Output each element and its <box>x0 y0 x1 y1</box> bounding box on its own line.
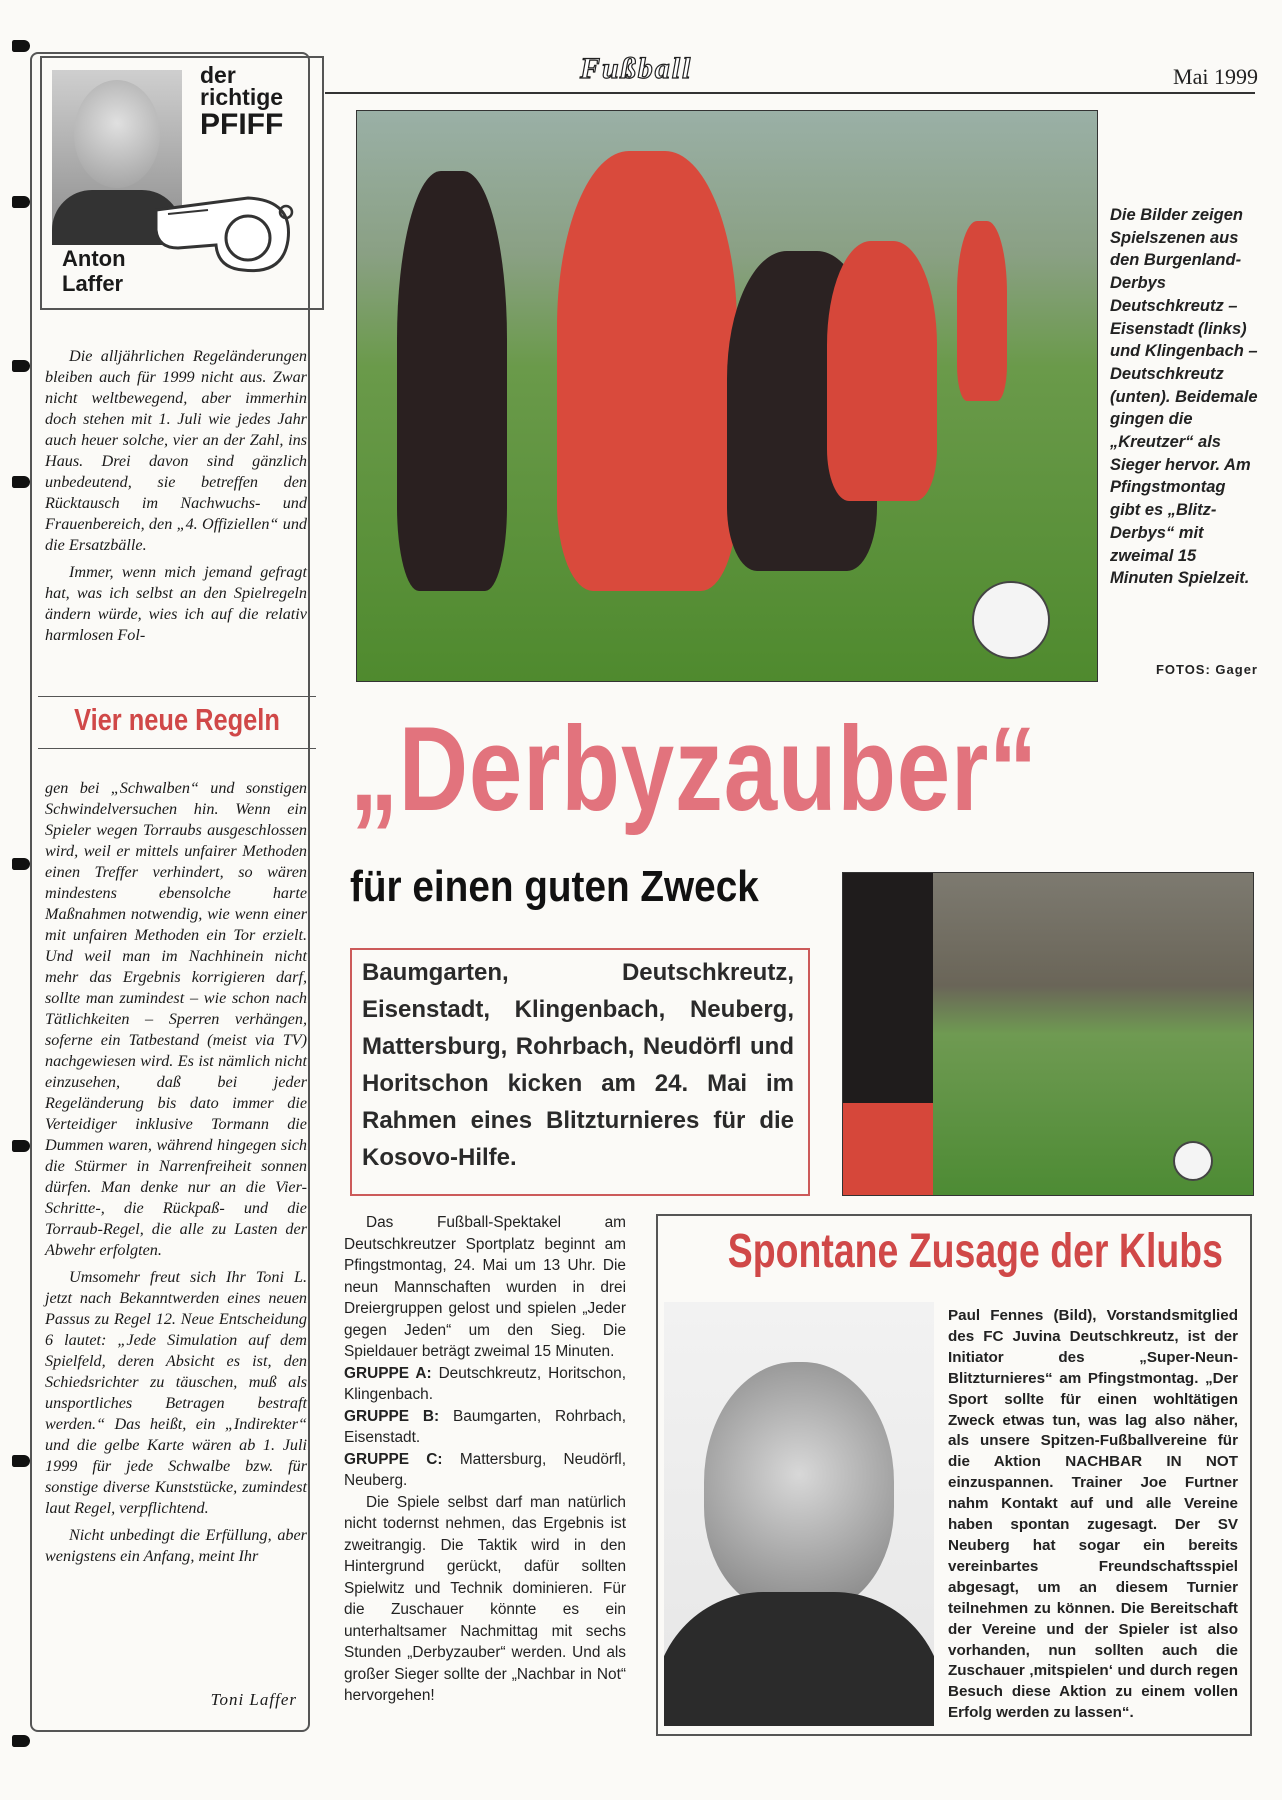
group-teams: Deutschkreutz, Horitschon, Klingenbach. <box>344 1364 626 1403</box>
article-paragraph: Das Fußball-Spektakel am Deutschkreutzer Sportplatz beginnt am Pfingstmontag, 24. Mai um 13 Uhr. Die neun Mannschaften wurden in drei Dreiergruppen gelost und spielen „Jeder gegen Jeden“ um den Sieg. Die Spieldauer beträgt zweimal 15 Minuten. <box>344 1214 626 1360</box>
group-teams: Baumgarten, Rohrbach, Eisenstadt. <box>344 1407 627 1446</box>
person-name: Paul Fennes (Bild), <box>948 1307 1097 1324</box>
headline: „Derbyzauber“ <box>350 702 1038 836</box>
whistle-icon <box>148 190 298 275</box>
photo-credit: FOTOS: Gager <box>1155 662 1258 677</box>
binder-hole <box>12 196 30 208</box>
match-photo-main <box>356 110 1098 682</box>
binder-hole <box>12 360 30 372</box>
group-teams: Mattersburg, Neudörfl, Neuberg. <box>344 1450 627 1489</box>
article-paragraph: Die Spiele selbst darf man natürlich nicht todernst nehmen, das Ergebnis ist zweitrangig. Die Taktik wird in den Hintergrund gerückt, dafür sollten Spielwitz und Technik dominieren. Für die Zuschauer könnte es ein unterhaltsamer Nachmittag mit sechs Stunden „Derbyzauber“ werden. Und als großer Sieger sollte der „Nachbar in Not“ hervorgehen! <box>344 1493 626 1704</box>
column-paragraph: Die alljährlichen Regeländerungen bleiben auch für 1999 nicht aus. Zwar nicht weltbewegend, aber immerhin doch stehen mit 1. Juli wie jedes Jahr auch heuer solche, vier an der Zahl, ins Haus. Drei davon sind gänzlich unbedeutend, sie betreffen den Rücktausch im Nachwuchs- und Frauenbereich, den „4. Offiziellen“ und die Ersatzbälle. <box>45 347 307 554</box>
column-label-line1: der <box>200 62 236 88</box>
divider <box>38 748 316 749</box>
column-label <box>200 62 284 141</box>
section-rubric: Fußball <box>580 52 693 85</box>
binder-hole <box>12 1140 30 1152</box>
group-b <box>344 1406 626 1449</box>
group-a <box>344 1363 626 1406</box>
binder-hole <box>12 1455 30 1467</box>
sidebar-body: Vorstandsmitglied des FC Juvina Deutschkreutz, ist der Initiator des „Super-Neun-Blitzturnieres“ am Pfingstmontag. „Der Sport sollte für einen wohltätigen Zweck etwas tun, was lag also näher, als unsere Spitzen-Fußballvereine für die Aktion NACHBAR IN NOT einzuspannen. Trainer Joe Furtner nahm Kontakt auf und alle Vereine haben spontan zugesagt. Der SV Neuberg hat sogar ein bereits vereinbartes Freundschaftsspiel abgesagt, um an diesem Turnier teilnehmen zu können. Die Bereitschaft der Vereine und der Spieler ist also vorhanden, nun sollten auch die Zuschauer ‚mitspielen‘ und durch regen Besuch diese Aktion zu einem vollen Erfolg werden zu lassen“. <box>948 1307 1238 1722</box>
column-paragraph: gen bei „Schwalben“ und sonstigen Schwindelversuchen hin. Wenn ein Spieler wegen Torraubs ausgeschlossen wird, weil er mittels unfairer Methoden einen Treffer verhindert, so wären mindestens ebensolche harte Maßnahmen notwendig, wie wenn einer mit unfairen Methoden ein Tor erzielt. Und weil man im Nachhinein nicht mehr das Ergebnis korrigieren darf, sollte man zumindest – wie schon nach Tätlichkeiten – Sperren verhängen, soferne ein Tatbestand (meist via TV) nachgewiesen wird. Es ist nämlich nicht einzusehen, daß bei jeder Regeländerung bis dato immer die Verteidiger inklusive Tormann die Dummen waren, während hingegen sich die Stürmer in Narrenfreiheit sonnen dürfen. Man denke nur an die Vier-Schritte-, die Rückpaß- und die Torraub-Regel, die alle zu Lasten der Abwehr erfolgten. <box>45 779 307 1259</box>
photo-caption: Die Bilder zeigen Spielszenen aus den Burgenland-Derbys Deutschkreutz – Eisenstadt (links) und Klingenbach – Deutschkreutz (unten). Beidemale gingen die „Kreutzer“ als Sieger hervor. Am Pfingstmontag gibt es „Blitz-Derbys“ mit zweimal 15 Minuten Spielzeit. <box>1110 206 1258 588</box>
group-label: GRUPPE C: <box>344 1450 443 1468</box>
person-photo <box>664 1302 934 1726</box>
author-last: Laffer <box>62 271 124 296</box>
column-text-bottom <box>45 778 307 1573</box>
sidebar-text <box>948 1306 1238 1724</box>
binder-hole <box>12 858 30 870</box>
column-paragraph: Immer, wenn mich jemand gefragt hat, was ich selbst an den Spielregeln ändern würde, wies ich auf die relativ harmlosen Fol- <box>45 563 307 644</box>
binder-hole <box>12 1735 30 1747</box>
group-label: GRUPPE A: <box>344 1364 432 1382</box>
column-label-big: PFIFF <box>200 108 284 141</box>
group-c <box>344 1449 626 1492</box>
article-body <box>344 1212 626 1707</box>
author-first: Anton <box>62 246 126 271</box>
header-rule <box>325 92 1255 94</box>
binder-hole <box>12 476 30 488</box>
issue-date: Mai 1999 <box>1173 64 1258 89</box>
column-label-line2: richtige <box>200 84 284 110</box>
column-signature: Toni Laffer <box>210 1690 297 1709</box>
teaser: Baumgarten, Deutschkreutz, Eisenstadt, Klingenbach, Neuberg, Mattersburg, Rohrbach, Neudörfl und Horitschon kicken am 24. Mai im Rahmen eines Blitzturnieres für die Kosovo-Hilfe. <box>362 959 794 1171</box>
sidebar-headline: Spontane Zusage der Klubs <box>727 1225 1223 1278</box>
column-paragraph: Nicht unbedingt die Erfüllung, aber wenigstens ein Anfang, meint Ihr <box>45 1526 307 1565</box>
column-paragraph: Umsomehr freut sich Ihr Toni L. jetzt nach Bekanntwerden eines neuen Passus zu Regel 12. Neue Entscheidung 6 lautet: „Jede Simulation auf dem Spielfeld, deren Absicht es ist, den Schiedsrichter zu täuschen, muß als unsportliches Betragen bestraft werden.“ Das heißt, ein „Indirekter“ und die gelbe Karte wären ab 1. Juli 1999 für jede Schwalbe bzw. für sonstige diverse Kunststücke, zumindest laut Regel, verpflichtend. <box>45 1268 307 1517</box>
divider <box>38 696 316 697</box>
group-label: GRUPPE B: <box>344 1407 440 1425</box>
subheadline: für einen guten Zweck <box>350 862 759 911</box>
match-photo-secondary <box>842 872 1254 1196</box>
binder-hole <box>12 40 30 52</box>
column-subhead: Vier neue Regeln <box>74 702 280 737</box>
column-text-top <box>45 346 307 652</box>
author-name <box>62 246 126 296</box>
